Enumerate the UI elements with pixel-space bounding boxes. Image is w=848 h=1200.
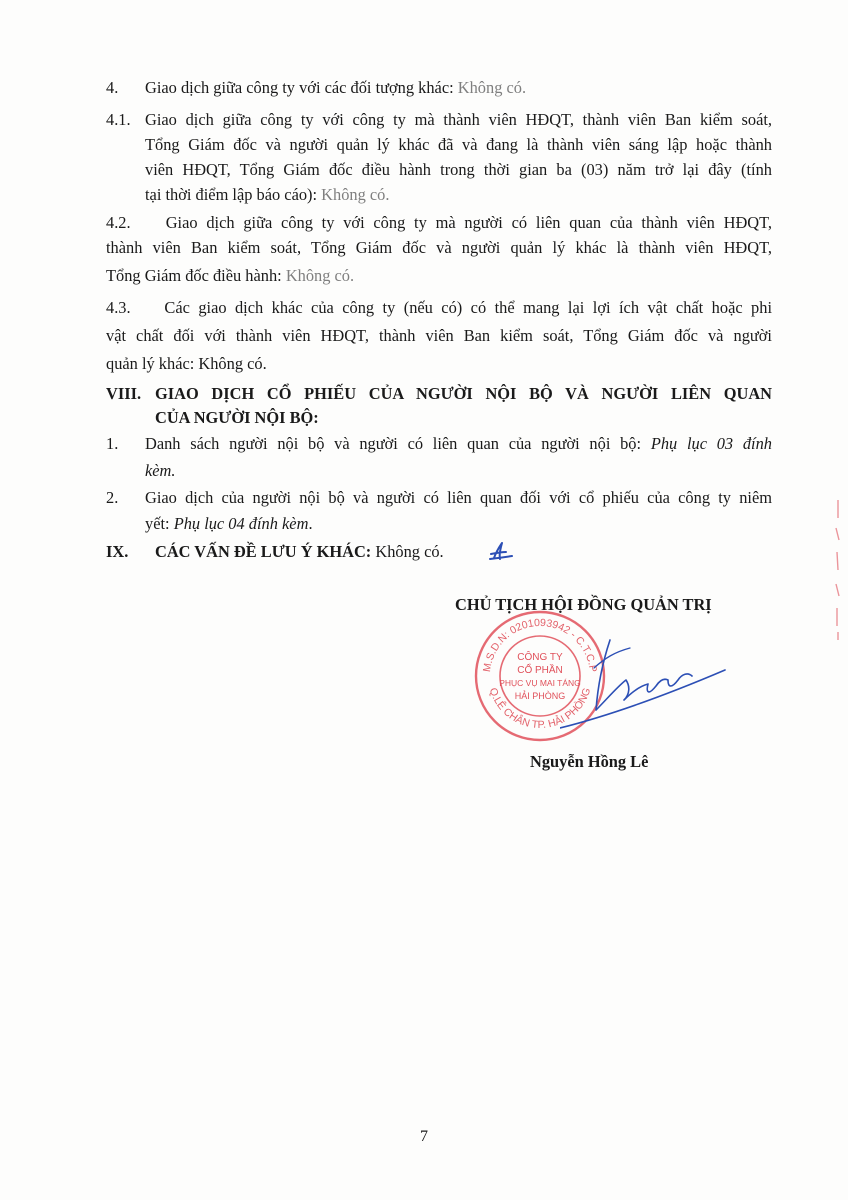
item-4-text: Giao dịch giữa công ty với các đối tượng khác:	[145, 78, 454, 97]
item-number: 4.	[106, 78, 119, 97]
item-number: 1.	[106, 434, 119, 453]
item-4-2-value: Không có.	[285, 266, 355, 285]
item-4-2-line-1	[106, 213, 772, 233]
section-8-item-2-post: .	[308, 514, 313, 533]
item-4-2-line-1-text: Giao dịch giữa công ty với công ty mà người có liên quan của thành viên HĐQT,	[165, 213, 773, 232]
stamp-outer-top: M.S.D.N: 0201093942 - C.T.C.P	[481, 616, 599, 673]
section-8-item-1-line-1	[145, 434, 772, 454]
item-4-1-value: Không có.	[321, 185, 390, 204]
stamp-line-1: CÔNG TY	[517, 652, 563, 663]
section-8-title-line-2: CỦA NGƯỜI NỘI BỘ:	[155, 408, 319, 427]
item-4-1-line-3: viên HĐQT, Tổng Giám đốc điều hành trong thời gian ba (03) năm trở lại đây (tính	[145, 160, 772, 179]
item-4-1-line-4-text: tại thời điểm lập báo cáo):	[145, 185, 318, 204]
item-4-3-line-3: quản lý khác: Không có.	[106, 354, 267, 373]
item-4-2-line-2: thành viên Ban kiểm soát, Tổng Giám đốc và người quản lý khác là thành viên HĐQT,	[106, 238, 772, 257]
item-text	[145, 78, 526, 98]
item-4-2-line-3	[106, 266, 354, 286]
signature-role: CHỦ TỊCH HỘI ĐỒNG QUẢN TRỊ	[455, 595, 712, 614]
handwritten-signature	[560, 628, 730, 738]
stamp-outer-bottom: Q.LÊ CHÂN TP. HẢI PHÒNG	[486, 686, 594, 732]
item-number: 4.2.	[106, 213, 131, 232]
page-number: 7	[420, 1128, 428, 1145]
stamp-line-4: HẢI PHÒNG	[514, 691, 566, 701]
item-4-3-line-1-text: Các giao dịch khác của công ty (nếu có) có thể mang lại lợi ích vật chất hoặc phi	[164, 298, 773, 317]
appendix-03-ref: Phụ lục 03 đính	[650, 434, 772, 453]
item-number: 2.	[106, 488, 119, 507]
item-4-1-line-1: Giao dịch giữa công ty với công ty mà thành viên HĐQT, thành viên Ban kiểm soát,	[145, 110, 772, 129]
section-9-title: CÁC VẤN ĐỀ LƯU Ý KHÁC:	[155, 542, 372, 561]
item-number: 4.3.	[106, 298, 131, 317]
item-4-1-line-2: Tổng Giám đốc và người quản lý khác đã và đang là thành viên sáng lập hoặc thành	[145, 135, 772, 154]
item-number: 4.1.	[106, 110, 131, 129]
section-9-number: IX.	[106, 542, 129, 561]
section-8-item-2-line-1: Giao dịch của người nội bộ và người có liên quan đối với cổ phiếu của công ty niêm	[145, 488, 772, 507]
section-8-title-line-1: GIAO DỊCH CỔ PHIẾU CỦA NGƯỜI NỘI BỘ VÀ NGƯỜI LIÊN QUAN	[155, 384, 772, 403]
section-8-number: VIII.	[106, 384, 142, 403]
section-8-item-2-line-2	[145, 514, 313, 534]
appendix-04-ref: Phụ lục 04 đính kèm	[173, 514, 309, 533]
section-9-line	[155, 542, 444, 562]
item-4-2-line-3-text: Tổng Giám đốc điều hành:	[106, 266, 282, 285]
stamp-line-3: PHỤC VỤ MAI TÁNG	[499, 678, 581, 688]
edge-stamp-fragment	[830, 500, 844, 640]
stamp-line-2: CỔ PHẦN	[517, 665, 563, 676]
item-4-1-line-4	[145, 185, 389, 205]
section-8-item-1-line-2: kèm.	[145, 461, 176, 480]
signer-name: Nguyễn Hồng Lê	[530, 752, 649, 771]
section-8-item-1-text: Danh sách người nội bộ và người có liên quan của người nội bộ:	[145, 434, 642, 453]
section-9-value: Không có.	[375, 542, 444, 561]
initial-mark	[478, 540, 528, 562]
item-4-value: Không có.	[457, 78, 527, 97]
section-8-item-2-pre: yết:	[145, 514, 170, 533]
item-4-3-line-2: vật chất đối với thành viên HĐQT, thành viên Ban kiểm soát, Tổng Giám đốc và người	[106, 326, 772, 345]
item-4-3-line-1	[106, 298, 772, 318]
